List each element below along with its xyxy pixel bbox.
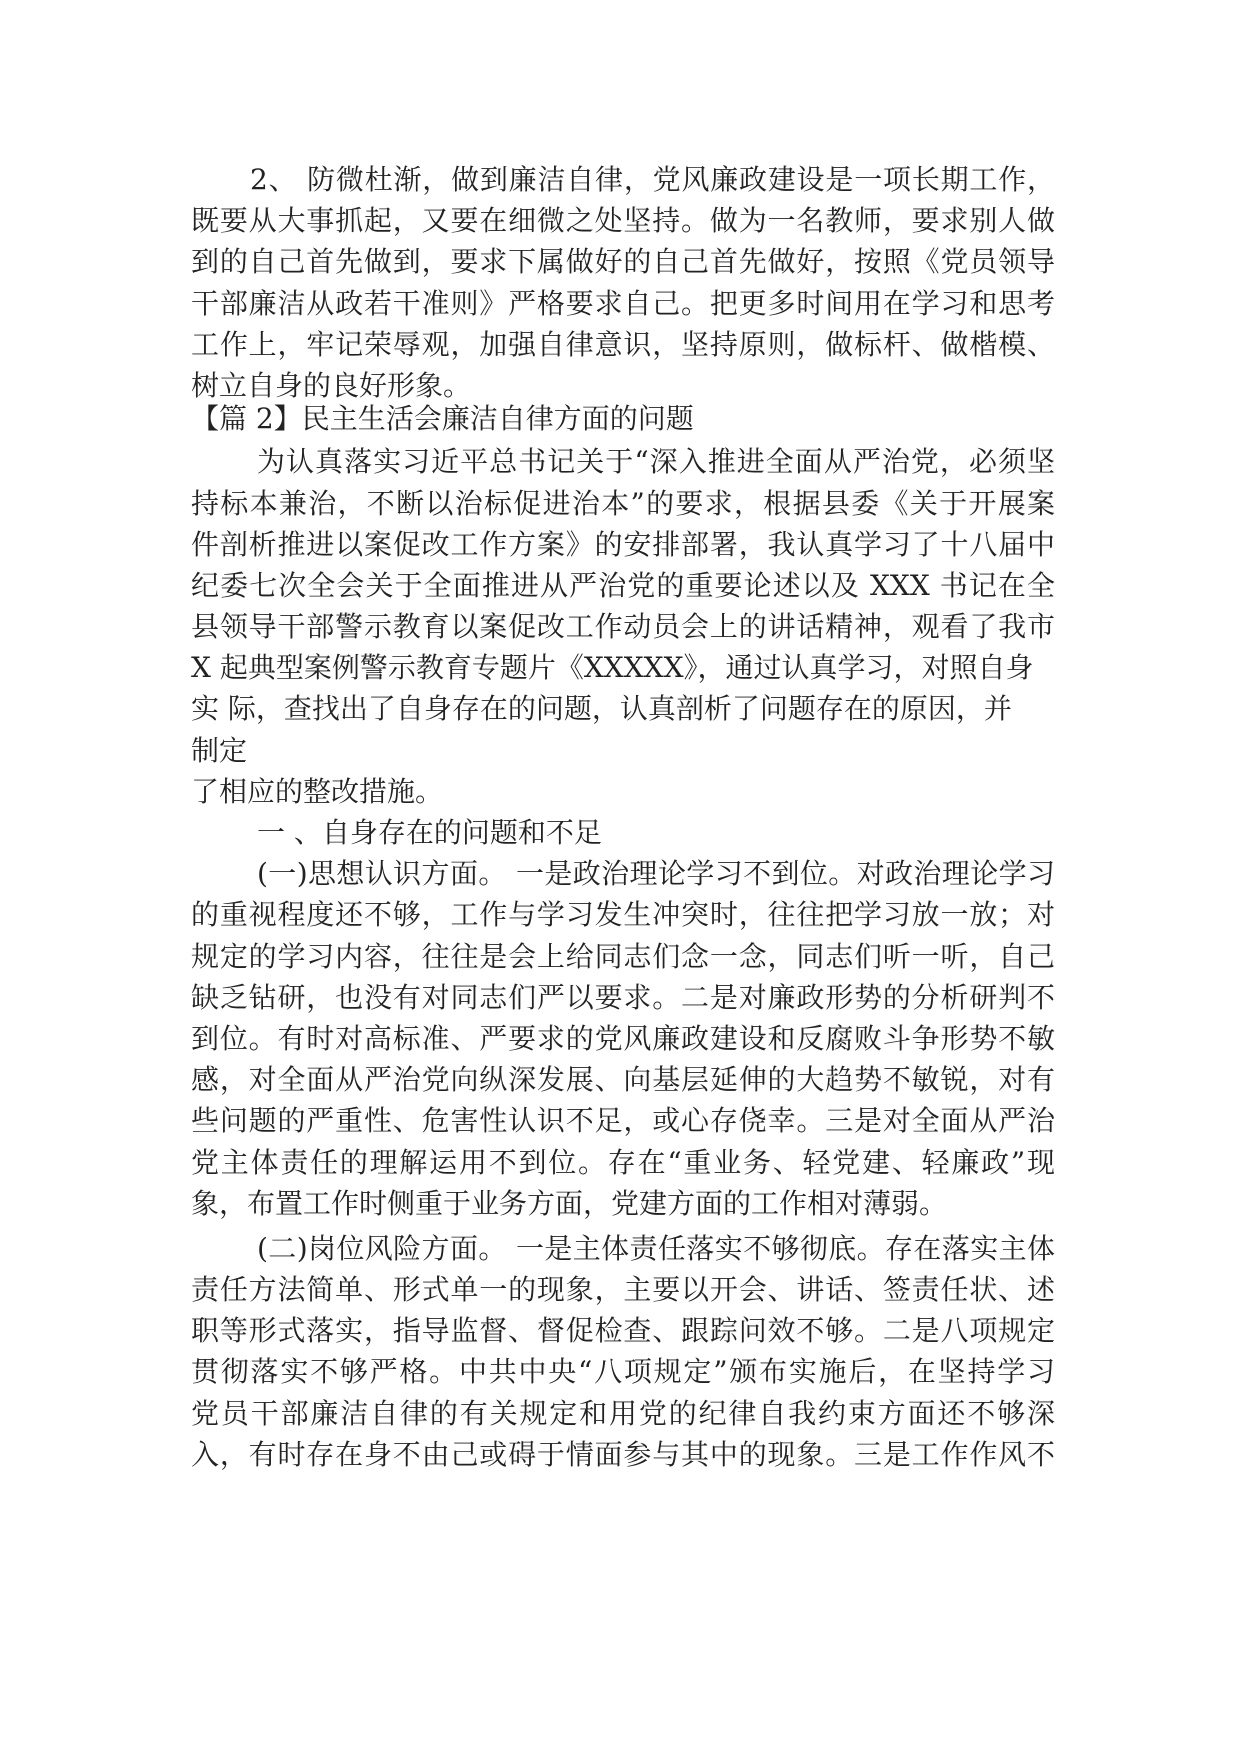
subsection-title: 一 、自身存在的问题和不足 (257, 816, 602, 849)
text-line: 象，布置工作时侧重于业务方面，党建方面的工作相对薄弱。 (191, 1186, 948, 1220)
text-line: 党主体责任的理解运用不到位。存在“重业务、轻党建、轻廉政”现 (191, 1145, 1055, 1179)
document-body (191, 159, 1055, 1475)
text-line: 到的自己首先做到，要求下属做好的自己首先做好，按照《党员领导 (191, 245, 1055, 279)
text-line: 持标本兼治，不断以治标促进治本”的要求，根据县委《关于开展案 (191, 486, 1055, 520)
text-line: 的重视程度还不够，工作与学习发生冲突时，往往把学习放一放；对 (191, 898, 1055, 932)
text-line: 件剖析推进以案促改工作方案》的安排部署，我认真学习了十八届中 (191, 527, 1055, 561)
text-line: 纪委七次全会关于全面推进从严治党的重要论述以及 XXX 书记在全 (191, 568, 1055, 602)
text-line: X 起典型案例警示教育专题片《XXXXX》，通过认真学习，对照自身 (191, 651, 1034, 685)
text-line: 党员干部廉洁自律的有关规定和用党的纪律自我约束方面还不够深 (191, 1396, 1055, 1430)
paragraph-post-risk (191, 1228, 1055, 1475)
text-line: 缺乏钻研，也没有对同志们严以要求。二是对廉政形势的分析研判不 (191, 980, 1055, 1014)
text-line: 规定的学习内容，往往是会上给同志们念一念，同志们听一听，自己 (191, 939, 1055, 973)
text-line: (一)思想认识方面。 一是政治理论学习不到位。对政治理论学习 (257, 857, 1055, 891)
text-line: 2、 防微杜渐，做到廉洁自律，党风廉政建设是一项长期工作， (250, 163, 1055, 196)
text-line: 为认真落实习近平总书记关于“深入推进全面从严治党，必须坚 (257, 445, 1055, 479)
text-line: 县领导干部警示教育以案促改工作动员会上的讲话精神，观看了我市 (191, 610, 1055, 644)
text-line: 责任方法简单、形式单一的现象，主要以开会、讲话、签责任状、述 (191, 1273, 1055, 1307)
text-line: 入，有时存在身不由己或碍于情面参与其中的现象。三是工作作风不 (191, 1437, 1055, 1471)
paragraph-intro (191, 441, 1055, 812)
paragraph-ideology (191, 853, 1055, 1224)
text-line: 工作上，牢记荣辱观，加强自律意识，坚持原则，做标杆、做楷模、 (191, 327, 1055, 361)
paragraph-prevention (191, 159, 1055, 406)
text-line: 职等形式落实，指导监督、督促检查、跟踪问效不够。二是八项规定 (191, 1314, 1055, 1348)
text-line: 贯彻落实不够严格。中共中央“八项规定”颁布实施后，在坚持学习 (191, 1355, 1055, 1389)
text-line: 了相应的整改措施。 (191, 774, 444, 808)
text-line: 到位。有时对高标准、严要求的党风廉政建设和反腐败斗争形势不敏 (191, 1021, 1055, 1055)
text-line: 干部廉洁从政若干准则》严格要求自己。把更多时间用在学习和思考 (191, 286, 1055, 320)
text-line: 感，对全面从严治党向纵深发展、向基层延伸的大趋势不敏锐，对有 (191, 1063, 1055, 1097)
section-heading: 【篇 2】民主生活会廉洁自律方面的问题 (191, 402, 694, 436)
text-line: 制定 (191, 733, 248, 767)
text-line: 实 际，查找出了自身存在的问题，认真剖析了问题存在的原因，并 (191, 692, 1012, 726)
text-line: 既要从大事抓起，又要在细微之处坚持。做为一名教师，要求别人做 (191, 204, 1055, 238)
text-line: (二)岗位风险方面。 一是主体责任落实不够彻底。存在落实主体 (257, 1231, 1055, 1265)
text-line: 树立自身的良好形象。 (191, 368, 472, 402)
text-line: 些问题的严重性、危害性认识不足，或心存侥幸。三是对全面从严治 (191, 1104, 1055, 1138)
